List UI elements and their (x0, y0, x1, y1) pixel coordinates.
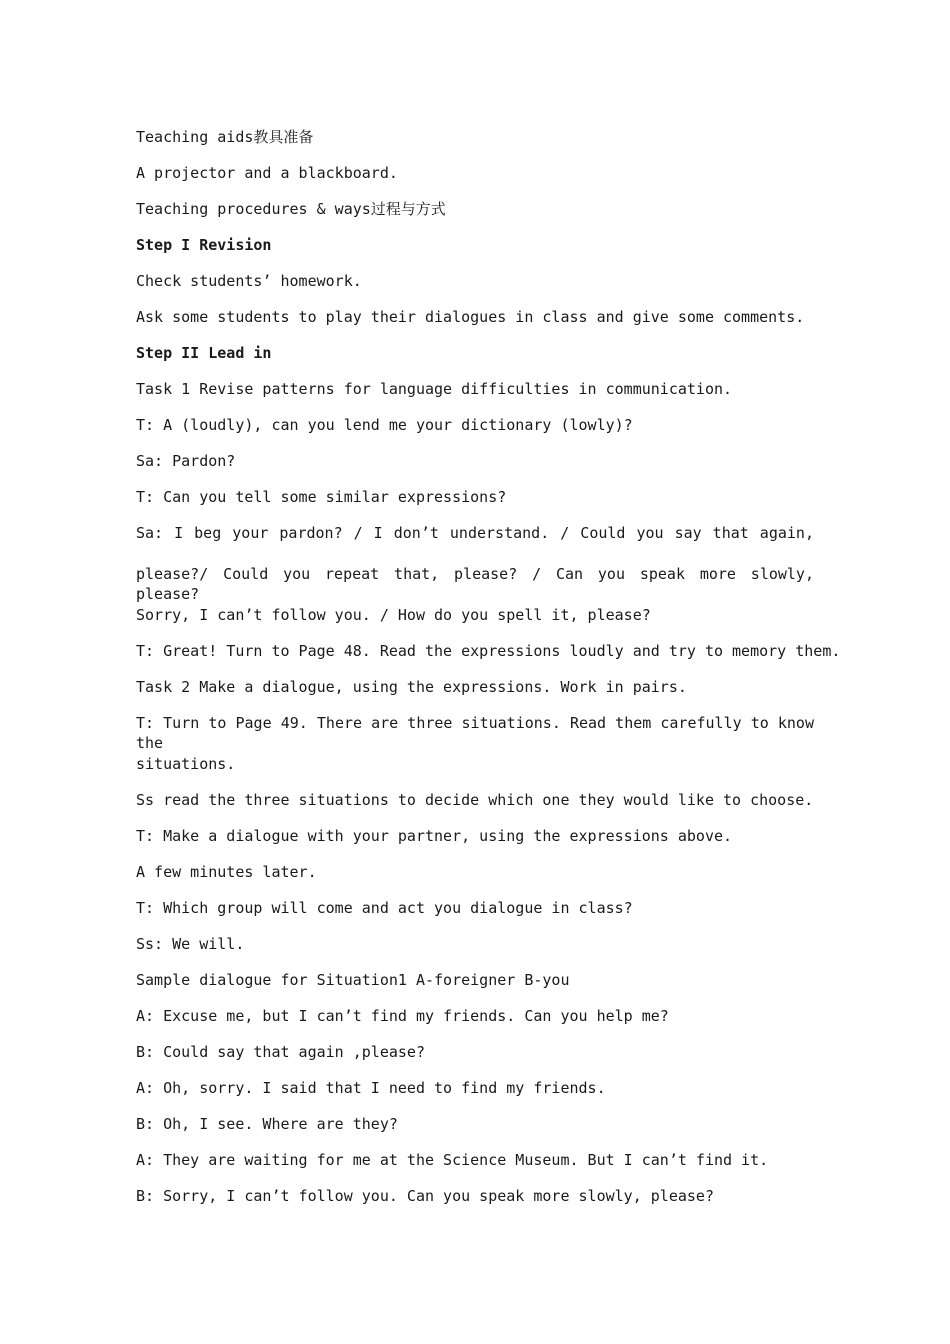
teaching-procedures-heading: Teaching procedures & ways过程与方式 (136, 200, 446, 218)
dialogue-line: Sa: Pardon? (136, 452, 236, 470)
dialogue-line: A: Excuse me, but I can’t find my friends. Can you help me? (136, 1007, 669, 1025)
dialogue-line: A: They are waiting for me at the Science Museum. But I can’t find it. (136, 1151, 769, 1169)
step-2-heading: Step II Lead in (136, 344, 272, 362)
dialogue-line: B: Oh, I see. Where are they? (136, 1115, 398, 1133)
teaching-aids-text: A projector and a blackboard. (136, 164, 398, 182)
dialogue-line: T: Which group will come and act you dialogue in class? (136, 899, 633, 917)
dialogue-line: T: Can you tell some similar expressions? (136, 488, 507, 506)
dialogue-line: A: Oh, sorry. I said that I need to find my friends. (136, 1079, 606, 1097)
dialogue-line: please?/ Could you repeat that, please? / Can you speak more slowly, please? (136, 565, 814, 603)
dialogue-line: B: Sorry, I can’t follow you. Can you speak more slowly, please? (136, 1187, 714, 1205)
paragraph-line: Ask some students to play their dialogues in class and give some comments. (136, 308, 805, 326)
dialogue-line: T: Turn to Page 49. There are three situations. Read them carefully to know the (136, 714, 814, 752)
dialogue-line: Sorry, I can’t follow you. / How do you spell it, please? (136, 606, 651, 624)
dialogue-line: T: Great! Turn to Page 48. Read the expressions loudly and try to memory them. (136, 642, 841, 660)
teaching-aids-heading: Teaching aids教具准备 (136, 128, 314, 146)
paragraph-line: Check students’ homework. (136, 272, 362, 290)
dialogue-line: situations. (136, 755, 236, 773)
dialogue-line: T: A (loudly), can you lend me your dictionary (lowly)? (136, 416, 633, 434)
paragraph-line: Ss read the three situations to decide which one they would like to choose. (136, 791, 814, 809)
paragraph-line: A few minutes later. (136, 863, 317, 881)
dialogue-line: Ss: We will. (136, 935, 245, 953)
task-2-line: Task 2 Make a dialogue, using the expressions. Work in pairs. (136, 678, 687, 696)
dialogue-line: T: Make a dialogue with your partner, using the expressions above. (136, 827, 733, 845)
dialogue-line: Sa: I beg your pardon? / I don’t understand. / Could you say that again, (136, 524, 814, 542)
task-1-line: Task 1 Revise patterns for language difficulties in communication. (136, 380, 733, 398)
step-1-heading: Step I Revision (136, 236, 272, 254)
dialogue-line: B: Could say that again ,please? (136, 1043, 425, 1061)
sample-dialogue-heading: Sample dialogue for Situation1 A-foreigner B-you (136, 971, 570, 989)
